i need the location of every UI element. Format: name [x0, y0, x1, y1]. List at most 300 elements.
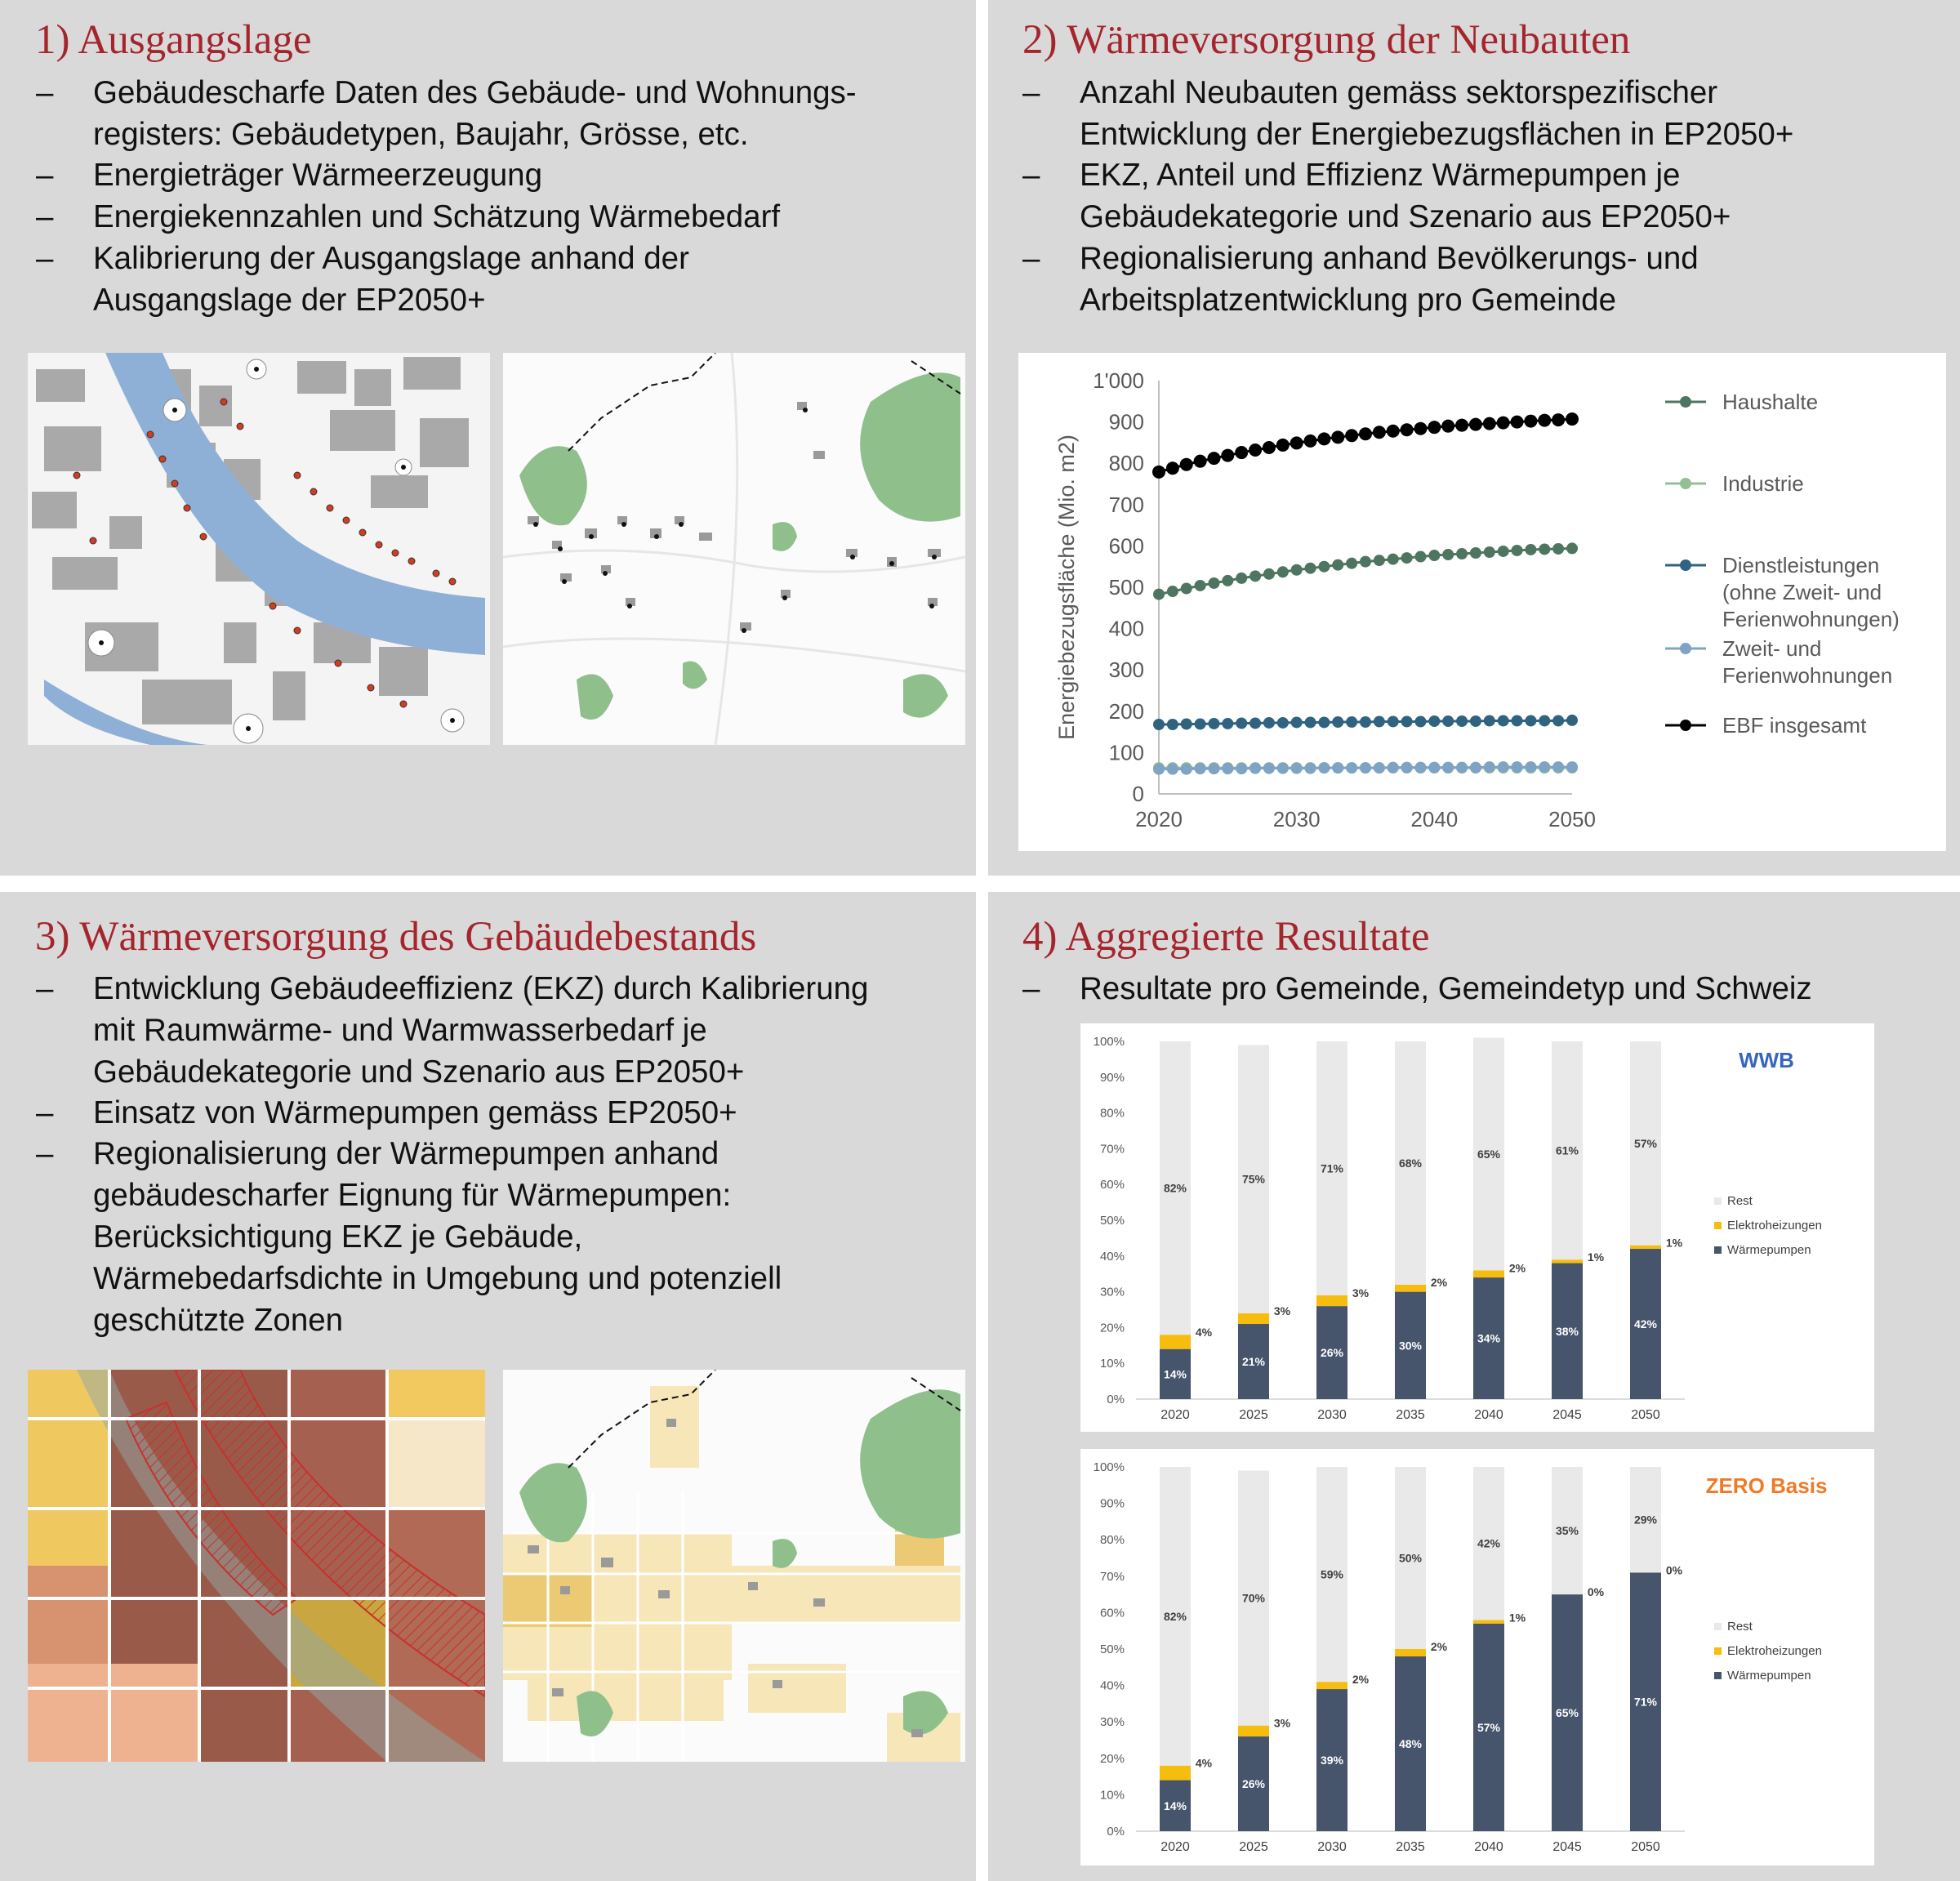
- legend-label: Ferienwohnungen): [1722, 607, 1900, 631]
- bar-label-elektro: 4%: [1195, 1326, 1213, 1339]
- data-point-ebf: [1263, 441, 1276, 454]
- x-tick-label: 2040: [1474, 1408, 1503, 1422]
- x-tick-label: 2035: [1396, 1408, 1425, 1422]
- map-village-buildings: [503, 353, 965, 745]
- bar-label-elektro: 1%: [1665, 1236, 1683, 1250]
- data-point-zweit: [1470, 762, 1481, 773]
- data-point-dienst: [1332, 716, 1343, 728]
- zero-bar-chart: [1080, 1449, 1874, 1865]
- bullet-line: Wärmebedarfsdichte in Umgebung und potenziell: [93, 1261, 782, 1296]
- y-tick-label: 40%: [1099, 1678, 1125, 1693]
- data-point-ebf: [1538, 414, 1551, 427]
- bar-label-elektro: 0%: [1665, 1563, 1683, 1577]
- data-point-haushalte: [1470, 547, 1481, 559]
- bar-label-rest: 71%: [1320, 1161, 1344, 1175]
- bar-label-rest: 70%: [1241, 1591, 1266, 1605]
- bullet-line: Entwicklung Gebäudeeffizienz (EKZ) durch Kalibrierung: [93, 971, 869, 1006]
- data-point-haushalte: [1428, 550, 1440, 561]
- bar-label-waerme: 71%: [1633, 1695, 1658, 1709]
- x-tick-label: 2025: [1239, 1840, 1268, 1854]
- data-point-haushalte: [1318, 561, 1330, 573]
- bullet-dash: –: [36, 158, 54, 193]
- bar-label-elektro: 2%: [1430, 1275, 1448, 1289]
- ebf-line-chart: [1018, 353, 1946, 851]
- data-point-dienst: [1277, 717, 1289, 729]
- data-point-ebf: [1373, 426, 1386, 439]
- data-point-haushalte: [1566, 542, 1578, 554]
- map-city-buildings: [28, 353, 490, 745]
- bar-segment-elektro: [1473, 1620, 1504, 1623]
- data-point-ebf: [1221, 449, 1234, 462]
- data-point-zweit: [1456, 762, 1468, 773]
- x-tick-label: 2050: [1631, 1840, 1660, 1854]
- x-tick-label: 2050: [1631, 1408, 1660, 1422]
- x-tick-label: 2030: [1272, 807, 1321, 831]
- data-point-dienst: [1428, 715, 1440, 727]
- y-tick-label: 20%: [1099, 1321, 1125, 1335]
- data-point-ebf: [1331, 430, 1344, 444]
- data-point-ebf: [1401, 423, 1414, 436]
- data-point-zweit: [1360, 762, 1371, 773]
- y-tick-label: 80%: [1099, 1533, 1125, 1548]
- bullet-1-3: [36, 196, 781, 238]
- bar-label-rest: 61%: [1555, 1143, 1579, 1157]
- data-point-zweit: [1318, 762, 1330, 773]
- x-tick-label: 2035: [1396, 1840, 1425, 1854]
- bullet-dash: –: [36, 1136, 54, 1171]
- data-point-dienst: [1498, 715, 1509, 726]
- bar-label-waerme: 38%: [1555, 1324, 1579, 1338]
- bar-label-waerme: 65%: [1555, 1706, 1579, 1720]
- data-point-ebf: [1455, 419, 1468, 432]
- bar-label-waerme: 34%: [1477, 1331, 1501, 1345]
- bullet-line: Arbeitsplatzentwicklung pro Gemeinde: [1080, 283, 1616, 318]
- bullet-3-2: [36, 1092, 737, 1134]
- y-tick-label: 100%: [1093, 1035, 1125, 1049]
- panel-title-4: 4) Aggregierte Resultate: [1022, 914, 1430, 960]
- bar-label-rest: 35%: [1555, 1524, 1579, 1538]
- y-tick-label: 80%: [1099, 1106, 1125, 1121]
- x-tick-label: 2045: [1552, 1408, 1582, 1422]
- legend-marker-zweit: [1680, 643, 1691, 654]
- y-tick-label: 300: [1108, 657, 1144, 683]
- data-point-zweit: [1566, 761, 1578, 773]
- bullet-dash: –: [1022, 971, 1040, 1006]
- bullet-line: Energieträger Wärmeerzeugung: [93, 158, 542, 193]
- data-point-haushalte: [1414, 551, 1426, 563]
- data-point-haushalte: [1498, 546, 1509, 557]
- y-tick-label: 60%: [1099, 1178, 1125, 1192]
- data-point-ebf: [1317, 432, 1330, 445]
- y-tick-label: 100: [1108, 740, 1144, 765]
- data-point-ebf: [1483, 417, 1496, 430]
- bar-segment-elektro: [1630, 1246, 1661, 1249]
- y-tick-label: 30%: [1099, 1715, 1125, 1730]
- x-tick-label: 2050: [1548, 807, 1596, 831]
- data-point-zweit: [1374, 762, 1385, 773]
- bar-label-elektro: 3%: [1352, 1286, 1370, 1299]
- bar-label-waerme: 39%: [1320, 1754, 1344, 1767]
- legend-label: Rest: [1727, 1194, 1753, 1208]
- data-point-zweit: [1291, 763, 1303, 774]
- data-point-dienst: [1318, 716, 1330, 728]
- bullet-line: Ausgangslage der EP2050+: [93, 283, 486, 318]
- bullet-line: Gebäudescharfe Daten des Gebäude- und Wohnungs-: [93, 75, 857, 110]
- data-point-zweit: [1539, 761, 1550, 773]
- y-tick-label: 800: [1108, 451, 1144, 476]
- data-point-dienst: [1414, 715, 1426, 727]
- data-point-haushalte: [1291, 564, 1303, 576]
- bar-label-waerme: 30%: [1398, 1339, 1423, 1353]
- bar-label-rest: 59%: [1320, 1567, 1344, 1581]
- data-point-zweit: [1346, 762, 1357, 773]
- data-point-ebf: [1441, 420, 1454, 433]
- data-point-ebf: [1497, 417, 1510, 430]
- y-tick-label: 500: [1108, 575, 1144, 600]
- data-point-ebf: [1152, 466, 1165, 479]
- y-tick-label: 50%: [1099, 1214, 1125, 1228]
- bar-label-elektro: 1%: [1508, 1611, 1526, 1625]
- data-point-dienst: [1442, 715, 1454, 727]
- bullet-dash: –: [1022, 241, 1040, 276]
- legend-label: Wärmepumpen: [1727, 1669, 1811, 1683]
- data-point-ebf: [1235, 446, 1248, 459]
- data-point-dienst: [1195, 718, 1206, 729]
- data-point-dienst: [1250, 717, 1261, 729]
- legend-marker-dienst: [1680, 559, 1691, 571]
- bullet-1-1: [36, 72, 857, 155]
- bullet-dash: –: [36, 241, 54, 276]
- data-point-ebf: [1345, 429, 1358, 442]
- bullet-dash: –: [36, 75, 54, 110]
- data-point-haushalte: [1195, 580, 1206, 591]
- data-point-haushalte: [1332, 559, 1343, 571]
- legend-marker-haushalte: [1680, 396, 1691, 408]
- data-point-zweit: [1153, 764, 1165, 775]
- y-tick-label: 100%: [1093, 1460, 1125, 1474]
- data-point-zweit: [1332, 762, 1343, 773]
- bar-label-waerme: 48%: [1398, 1736, 1423, 1750]
- data-point-haushalte: [1539, 543, 1550, 555]
- bullet-line: Berücksichtigung EKZ je Gebäude,: [93, 1219, 583, 1255]
- data-point-dienst: [1525, 715, 1536, 726]
- data-point-zweit: [1277, 763, 1289, 774]
- ebf-line-chart-box: [1018, 353, 1946, 851]
- legend-label: Wärmepumpen: [1727, 1243, 1811, 1257]
- bullet-dash: –: [36, 971, 54, 1006]
- data-point-haushalte: [1456, 548, 1468, 559]
- bar-segment-elektro: [1395, 1285, 1426, 1292]
- y-tick-label: 90%: [1099, 1496, 1125, 1511]
- bullet-line: Gebäudekategorie und Szenario aus EP2050+: [1080, 199, 1731, 234]
- bullet-1-4: [36, 238, 689, 321]
- legend-marker-industrie: [1680, 478, 1691, 489]
- data-point-dienst: [1291, 716, 1303, 728]
- data-point-zweit: [1250, 763, 1261, 774]
- bullet-2-3: [1022, 238, 1699, 321]
- bullet-dash: –: [36, 1095, 54, 1130]
- data-point-haushalte: [1374, 555, 1385, 566]
- bar-label-elektro: 0%: [1587, 1585, 1605, 1599]
- y-tick-label: 30%: [1099, 1285, 1125, 1299]
- data-point-ebf: [1276, 439, 1290, 452]
- bullet-line: Einsatz von Wärmepumpen gemäss EP2050+: [93, 1095, 737, 1130]
- data-point-ebf: [1469, 418, 1482, 431]
- x-tick-label: 2040: [1474, 1840, 1503, 1854]
- bullet-line: Resultate pro Gemeinde, Gemeindetyp und Schweiz: [1080, 971, 1812, 1006]
- y-tick-label: 0%: [1107, 1825, 1125, 1839]
- bar-segment-elektro: [1552, 1259, 1583, 1263]
- bar-segment-elektro: [1395, 1649, 1426, 1656]
- data-point-dienst: [1539, 715, 1550, 726]
- wwb-bar-chart-box: [1080, 1023, 1874, 1432]
- legend-swatch-waerme: [1714, 1246, 1722, 1254]
- data-point-ebf: [1524, 415, 1537, 428]
- y-tick-label: 0: [1132, 782, 1144, 806]
- map-village-zones: [503, 1370, 965, 1762]
- data-point-ebf: [1511, 416, 1524, 429]
- bullet-4-1: [1022, 968, 1812, 1010]
- y-tick-label: 50%: [1099, 1643, 1125, 1656]
- bullet-line: mit Raumwärme- und Warmwasserbedarf je: [93, 1013, 707, 1048]
- data-point-haushalte: [1401, 552, 1413, 564]
- bullet-line: Anzahl Neubauten gemäss sektorspezifischer: [1080, 75, 1718, 110]
- bar-segment-elektro: [1160, 1335, 1191, 1349]
- legend-swatch-elektro: [1714, 1647, 1722, 1655]
- bullet-line: Regionalisierung der Wärmepumpen anhand: [93, 1136, 719, 1171]
- data-point-ebf: [1566, 412, 1579, 426]
- data-point-haushalte: [1181, 583, 1192, 595]
- data-point-ebf: [1166, 461, 1179, 475]
- bar-segment-elektro: [1160, 1766, 1191, 1781]
- data-point-dienst: [1208, 718, 1219, 729]
- bullet-line: geschützte Zonen: [93, 1303, 344, 1338]
- data-point-dienst: [1401, 715, 1413, 727]
- bullet-2-1: [1022, 72, 1794, 155]
- x-tick-label: 2030: [1317, 1840, 1347, 1854]
- data-point-haushalte: [1167, 586, 1178, 597]
- bullet-line: Entwicklung der Energiebezugsflächen in EP2050+: [1080, 117, 1794, 152]
- data-point-ebf: [1428, 421, 1441, 434]
- y-tick-label: 10%: [1099, 1788, 1125, 1803]
- data-point-zweit: [1263, 763, 1275, 774]
- data-point-haushalte: [1208, 577, 1219, 589]
- legend-label: Elektroheizungen: [1727, 1219, 1822, 1232]
- y-tick-label: 1'000: [1093, 368, 1144, 393]
- bullet-3-1: [36, 968, 869, 1093]
- y-tick-label: 700: [1108, 492, 1144, 517]
- bar-label-rest: 57%: [1633, 1136, 1658, 1150]
- data-point-haushalte: [1250, 570, 1261, 582]
- data-point-dienst: [1167, 719, 1178, 730]
- bar-label-elektro: 3%: [1273, 1716, 1291, 1730]
- data-point-dienst: [1388, 715, 1399, 727]
- bullet-line: EKZ, Anteil und Effizienz Wärmepumpen je: [1080, 158, 1681, 193]
- bar-label-waerme: 57%: [1477, 1720, 1501, 1734]
- y-tick-label: 70%: [1099, 1142, 1125, 1157]
- data-point-dienst: [1236, 717, 1247, 729]
- data-point-ebf: [1414, 422, 1427, 435]
- data-point-haushalte: [1552, 543, 1564, 555]
- data-point-zweit: [1525, 761, 1536, 773]
- data-point-dienst: [1374, 715, 1385, 727]
- x-tick-label: 2020: [1160, 1408, 1190, 1422]
- bar-label-rest: 50%: [1398, 1551, 1423, 1565]
- y-tick-label: 200: [1108, 698, 1144, 724]
- data-point-ebf: [1194, 455, 1207, 468]
- y-tick-label: 10%: [1099, 1357, 1125, 1371]
- legend-label: EBF insgesamt: [1722, 713, 1867, 738]
- bar-label-rest: 82%: [1163, 1609, 1187, 1623]
- bullet-dash: –: [1022, 158, 1040, 193]
- series-line-haushalte: [1159, 548, 1572, 594]
- chart-title: ZERO Basis: [1705, 1473, 1828, 1498]
- data-point-haushalte: [1263, 568, 1275, 580]
- bar-label-elektro: 2%: [1352, 1673, 1370, 1687]
- bar-label-elektro: 3%: [1273, 1304, 1291, 1317]
- chart-title: WWB: [1739, 1048, 1794, 1072]
- data-point-haushalte: [1277, 566, 1289, 577]
- data-point-dienst: [1552, 715, 1564, 726]
- bullet-3-3: [36, 1133, 782, 1341]
- bar-label-waerme: 21%: [1241, 1355, 1266, 1369]
- data-point-zweit: [1512, 761, 1523, 773]
- y-tick-label: 40%: [1099, 1249, 1125, 1264]
- data-point-zweit: [1484, 761, 1495, 773]
- bar-label-elektro: 2%: [1508, 1261, 1526, 1275]
- data-point-zweit: [1401, 762, 1413, 773]
- y-tick-label: 70%: [1099, 1569, 1125, 1584]
- data-point-ebf: [1359, 427, 1372, 440]
- data-point-dienst: [1346, 716, 1357, 728]
- bullet-line: Regionalisierung anhand Bevölkerungs- und: [1080, 241, 1699, 276]
- bar-label-rest: 82%: [1163, 1181, 1187, 1195]
- bullet-dash: –: [1022, 75, 1040, 110]
- data-point-zweit: [1552, 761, 1564, 773]
- bar-segment-elektro: [1316, 1682, 1348, 1689]
- bar-label-elektro: 4%: [1195, 1756, 1213, 1770]
- data-point-dienst: [1512, 715, 1523, 726]
- data-point-haushalte: [1388, 554, 1399, 565]
- bar-label-rest: 68%: [1398, 1156, 1423, 1170]
- data-point-zweit: [1167, 764, 1178, 775]
- bar-label-waerme: 42%: [1633, 1317, 1658, 1331]
- data-point-ebf: [1387, 425, 1400, 438]
- data-point-zweit: [1442, 762, 1454, 773]
- data-point-dienst: [1263, 717, 1275, 729]
- bar-label-rest: 42%: [1477, 1536, 1501, 1550]
- data-point-haushalte: [1484, 546, 1495, 558]
- data-point-haushalte: [1153, 589, 1165, 600]
- data-point-haushalte: [1360, 556, 1371, 568]
- x-tick-label: 2030: [1317, 1408, 1347, 1422]
- legend-label: Haushalte: [1722, 390, 1819, 414]
- bar-segment-elektro: [1473, 1270, 1504, 1277]
- y-tick-label: 60%: [1099, 1606, 1125, 1620]
- data-point-ebf: [1552, 413, 1565, 426]
- data-point-dienst: [1456, 715, 1468, 727]
- bullet-line: gebäudescharfer Eignung für Wärmepumpen:: [93, 1178, 732, 1213]
- data-point-zweit: [1181, 764, 1192, 775]
- bar-label-waerme: 14%: [1163, 1367, 1187, 1381]
- bar-label-elektro: 2%: [1430, 1640, 1448, 1653]
- data-point-ebf: [1304, 435, 1317, 448]
- y-tick-label: 0%: [1107, 1393, 1125, 1406]
- bar-label-waerme: 14%: [1163, 1799, 1187, 1812]
- data-point-zweit: [1222, 763, 1233, 774]
- legend-swatch-elektro: [1714, 1222, 1722, 1229]
- bar-label-rest: 75%: [1241, 1172, 1266, 1186]
- data-point-dienst: [1470, 715, 1481, 727]
- bullet-line: Gebäudekategorie und Szenario aus EP2050+: [93, 1054, 745, 1090]
- data-point-ebf: [1207, 452, 1220, 465]
- data-point-zweit: [1388, 762, 1399, 773]
- data-point-dienst: [1222, 718, 1233, 729]
- y-tick-label: 400: [1108, 616, 1144, 641]
- y-tick-label: 600: [1108, 533, 1144, 559]
- data-point-zweit: [1414, 762, 1426, 773]
- x-tick-label: 2020: [1160, 1840, 1190, 1854]
- panel-title-1: 1) Ausgangslage: [35, 17, 312, 63]
- series-line-ebf: [1159, 419, 1572, 472]
- legend-swatch-waerme: [1714, 1672, 1722, 1679]
- x-tick-label: 2045: [1552, 1840, 1582, 1854]
- y-axis-title: Energiebezugsfläche (Mio. m2): [1054, 435, 1079, 740]
- data-point-zweit: [1305, 763, 1316, 774]
- bar-label-rest: 65%: [1477, 1147, 1501, 1161]
- data-point-dienst: [1566, 715, 1578, 726]
- legend-label: Ferienwohnungen: [1722, 663, 1893, 688]
- bar-segment-elektro: [1238, 1726, 1269, 1736]
- data-point-ebf: [1249, 444, 1262, 457]
- data-point-ebf: [1180, 458, 1193, 471]
- data-point-dienst: [1153, 719, 1165, 730]
- data-point-zweit: [1498, 761, 1509, 773]
- bullet-1-2: [36, 154, 542, 196]
- legend-label: Rest: [1727, 1620, 1753, 1634]
- legend-marker-ebf: [1680, 720, 1691, 731]
- bar-segment-elektro: [1238, 1313, 1269, 1324]
- y-tick-label: 900: [1108, 409, 1144, 435]
- data-point-ebf: [1290, 436, 1303, 449]
- data-point-haushalte: [1512, 545, 1523, 556]
- wwb-bar-chart: [1080, 1023, 1874, 1432]
- bullet-2-2: [1022, 154, 1731, 238]
- panel-title-3: 3) Wärmeversorgung des Gebäudebestands: [35, 914, 757, 960]
- data-point-dienst: [1360, 716, 1371, 728]
- bullet-line: registers: Gebäudetypen, Baujahr, Grösse, etc.: [93, 117, 749, 152]
- legend-label: Industrie: [1722, 471, 1804, 496]
- y-tick-label: 20%: [1099, 1751, 1125, 1766]
- y-tick-label: 90%: [1099, 1070, 1125, 1085]
- bar-label-waerme: 26%: [1320, 1346, 1344, 1360]
- bullet-line: Kalibrierung der Ausgangslage anhand der: [93, 241, 689, 276]
- data-point-haushalte: [1222, 575, 1233, 586]
- bullet-dash: –: [36, 199, 54, 234]
- data-point-haushalte: [1236, 573, 1247, 584]
- bar-label-rest: 29%: [1633, 1513, 1658, 1527]
- legend-label: Elektroheizungen: [1727, 1644, 1822, 1658]
- data-point-zweit: [1208, 763, 1219, 774]
- bar-label-elektro: 1%: [1587, 1250, 1605, 1264]
- data-point-haushalte: [1525, 544, 1536, 555]
- data-point-zweit: [1236, 763, 1247, 774]
- map-city-zones: [28, 1370, 485, 1762]
- data-point-haushalte: [1305, 563, 1316, 574]
- x-tick-label: 2025: [1239, 1408, 1268, 1422]
- panel-title-2: 2) Wärmeversorgung der Neubauten: [1022, 17, 1631, 63]
- data-point-haushalte: [1346, 558, 1357, 569]
